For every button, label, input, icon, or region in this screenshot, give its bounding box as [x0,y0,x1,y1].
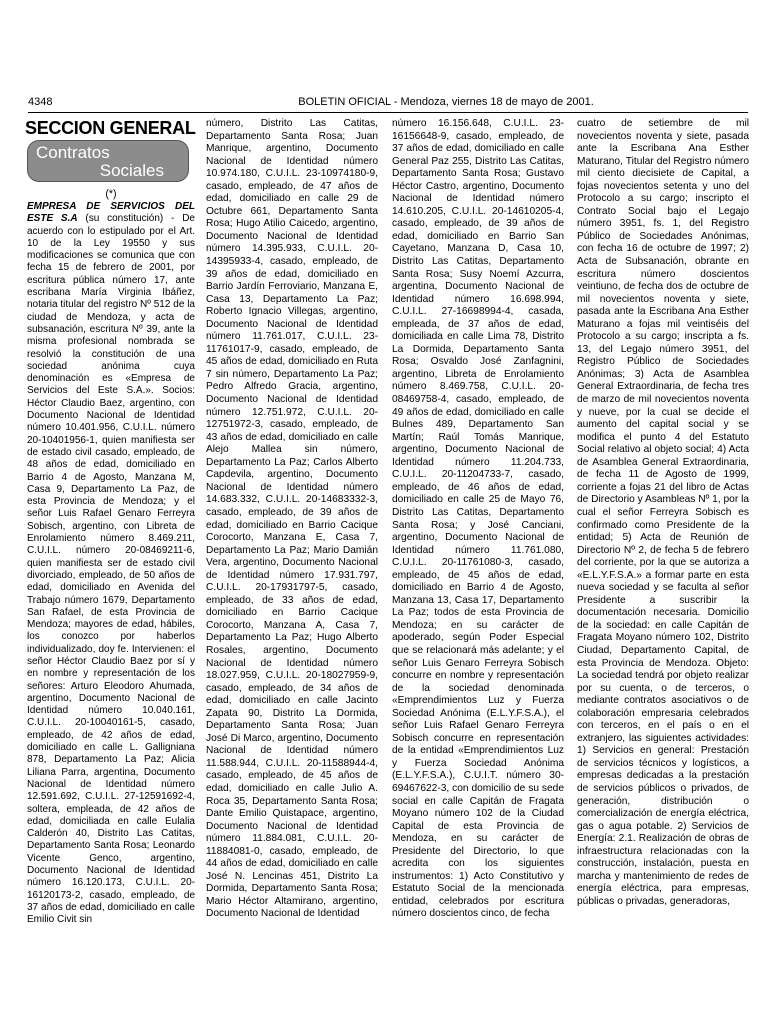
page-header [28,96,748,112]
column-4-text: cuatro de setiembre de mil novecientos noventa y siete, pasada ante la Escribana Ana Esther Maturano, Titular del Registro número mil ciento diecisiete de Capital, a fojas novecientos setenta y uno del Protocolo a su cargo; inscripto el Contrato Social bajo el Legajo número 3951, fs. 1, del Registro Público de Sociedades Anónimas, con fecha 16 de octubre de 1997; 2) Acta de Subsanación, obrante en escritura número doscientos veintiuno, de fecha dos de octubre de mil novecientos noventa y siete, pasada ante la Escribana Ana Esther Maturano a fojas mil veintiséis del Protocolo a su cargo; inscripta a fs. 13, del Legajo número 3951, del Registro Público de Sociedades Anónimas; 3) Acta de Asamblea General Extraordinaria, de fecha tres de marzo de mil novecientos noventa y nueve, por la cual se decide el aumento del capital social y se modifica el punto 4 del Estatuto Social relativo al objeto social; 4) Acta de Asamblea General Extraordinaria, de fecha 11 de Agosto de 1999, corriente a fojas 21 del libro de Actas de Directorio y Asambleas Nº 1, por la cual el señor Ferreyra Sobisch es confirmado como Presidente de la entidad; 5) Acta de Reunión de Directorio Nº 2, de fecha 5 de febrero del corriente, por la que se autoriza a «E.L.Y.F.S.A.» a formar parte en esta nueva sociedad y se faculta al señor Presidente a suscribir la documentación necesaria. Domicilio de la sociedad: en calle Capitán de Fragata Moyano número 102, Distrito Ciudad, Departamento Capital, de esta Provincia de Mendoza. Objeto: La sociedad tendrá por objeto realizar por su cuenta, o de terceros, o mediante contratos asociativos o de colaboración empresaria celebrados con terceros, en el país o en el extranjero, las siguientes actividades: 1) Servicios en general: Prestación de servicios técnicos y logísticos, a empresas dedicadas a la prestación de servicios públicos o privados, de generación, distribución o comercialización de energía eléctrica, gas o agua potable. 2) Servicios de Energía: 2.1. Realización de obras de infraestructura relacionadas con la construcción, instalación, puesta en marcha y mantenimiento de redes de energía eléctrica, para empresas, públicas o privadas, generadoras, [577,118,749,907]
header-rule [28,112,748,113]
section-title: SECCION GENERAL [25,118,196,138]
article-note: (su constitución) - [77,213,175,225]
article-heading: EMPRESA DE SERVICIOS DEL ESTE S.A [27,201,195,225]
subsection-banner [27,140,189,182]
article-intro [27,201,195,927]
column-3-text: número 16.156.648, C.U.I.L. 23-16156648-9, casado, empleado, de 37 años de edad, domiciliado en calle General Paz 255, Distrito Las Catitas, Departamento Santa Rosa; Gustavo Héctor Castro, argentino, Documento Nacional de Identidad número 14.610.205, C.U.I.L. 20-14610205-4, casado, empleado, de 39 años de edad, domiciliado en Barrio San Cayetano, Manzana D, Casa 10, Distrito Las Catitas, Departamento Santa Rosa; Susy Noemí Azcurra, argentina, Documento Nacional de Identidad número 16.698.994, C.U.I.L. 27-16698994-4, casada, empleada, de 37 años de edad, domiciliada en calle Lima 78, Distrito La Dormida, Departamento Santa Rosa; Osvaldo José Zanfagnini, argentino, Libreta de Enrolamiento número 8.469.758, C.U.I.L. 20-08469758-4, casado, empleado, de 49 años de edad, domiciliado en calle Bulnes 489, Departamento San Martín; Raúl Tomás Manrique, argentino, Documento Nacional de Identidad número 11.204.733, C.U.I.L. 20-11204733-7, casado, empleado, de 46 años de edad, domiciliado en calle 25 de Mayo 76, Distrito Las Catitas, Departamento Santa Rosa; y José Canciani, argentino, Documento Nacional de Identidad número 11.761.080, C.U.I.L. 20-11761080-3, casado, empleado, de 45 años de edad, domiciliado en Barrio 4 de Agosto, Manzana 13, Casa 17, Departamento La Paz; todos de esta Provincia de Mendoza; en su carácter de apoderado, según Poder Especial que se relacionará más adelante; y el señor Luis Genaro Ferreyra Sobisch concurre en nombre y representación de la sociedad denominada «Emprendimientos Luz y Fuerza Sociedad Anónima (E.L.Y.F.S.A.), el señor Luis Rafael Genaro Ferreyra Sobisch concurre en representación de la entidad «Emprendimientos Luz y Fuerza Sociedad Anónima (E.L.Y.F.S.A.), C.U.I.T. número 30-69467622-3, con domicilio de su sede social en calle Capitán de Fragata Moyano número 102 de la Ciudad Capital de esta Provincia de Mendoza, en su carácter de Presidente del Directorio, lo que acredita con los siguientes instrumentos: 1) Acto Constitutivo y Estatuto Social de la mencionada entidad, celebrados por escritura número doscientos cinco, de fecha [392,118,564,920]
column-1 [27,118,195,927]
column-3 [392,118,564,921]
subsection-title-line1: Contratos [36,143,110,162]
asterisk-mark: (*) [105,188,117,200]
page-number: 4348 [28,96,53,108]
running-title: BOLETIN OFICIAL - Mendoza, viernes 18 de mayo de 2001. [298,96,594,108]
column-2-text: número, Distrito Las Catitas, Departamento Santa Rosa; Juan Manrique, argentino, Documento Nacional de Identidad número 10.974.180, C.U.I.L. 23-10974180-9, casado, empleado, de 47 años de edad, domiciliado en calle 29 de Octubre 661, Departamento Santa Rosa; Hugo Atilio Caicedo, argentino, Documento Nacional de Identidad número 14.395.933, C.U.I.L. 20-14395933-4, casado, empleado, de 39 años de edad, domiciliado en Barrio Jardín Ferroviario, Manzana E, Casa 13, Departamento La Paz; Roberto Ignacio Villegas, argentino, Documento Nacional de Identidad número 11.761.017, C.U.I.L. 23-11761017-9, casado, empleado, de 45 años de edad, domiciliado en Ruta 7 sin número, Departamento La Paz; Pedro Alfredo Gracia, argentino, Documento Nacional de Identidad número 12.751.972, C.U.I.L. 20-12751972-3, casado, empleado, de 43 años de edad, domiciliado en calle Alejo Mallea sin número, Departamento La Paz; Carlos Alberto Capdevila, argentino, Documento Nacional de Identidad número 14.683.332, C.U.I.L. 20-14683332-3, casado, empleado, de 39 años de edad, domiciliado en Barrio Cacique Corocorto, Manzana E, Casa 7, Departamento La Paz; Mario Damián Vera, argentino, Documento Nacional de Identidad número 17.931.797, C.U.I.L. 20-17931797-5, casado, empleado, de 33 años de edad, domiciliado en Barrio Cacique Corocorto, Manzana A, Casa 7, Departamento La Paz; Hugo Alberto Rosales, argentino, Documento Nacional de Identidad número 18.027.959, C.U.I.L. 20-18027959-9, casado, empleado, de 34 años de edad, domiciliado en calle Jacinto Zapata 90, Distrito La Dormida, Departamento Santa Rosa; Juan José Di Marco, argentino, Documento Nacional de Identidad número 11.588.944, C.U.I.L. 20-11588944-4, casado, empleado, de 45 años de edad, domiciliado en calle Julio A. Roca 35, Departamento Santa Rosa; Dante Emilio Quistapace, argentino, Documento Nacional de Identidad número 11.884.081, C.U.I.L. 20-11884081-0, casado, empleado, de 44 años de edad, domiciliado en calle José N. Lencinas 451, Distrito La Dormida, Departamento Santa Rosa; Mario Héctor Altamirano, argentino, Documento Nacional de Identidad [206,118,378,920]
subsection-title-line2: Sociales [99,161,164,180]
column-4 [577,118,749,908]
column-1-text: De acuerdo con lo estipulado por el Art. 10 de la Ley 19550 y sus modificaciones se comunica que con fecha 15 de febrero de 2001, por escritura pública número 17, ante escribana María Virginia Ibáñez, notaria titular del registro Nº 512 de la ciudad de Mendoza, y acta de subsanación, escritura Nº 39, ante la misma profesional nombrada se resolvió la constitución de una sociedad anónima cuya denominación es «Empresa de Servicios del Este S.A.». Socios: Héctor Claudio Baez, argentino, con Documento Nacional de Identidad número 10.401.956, C.U.I.L. número 20-10401956-1, quien manifiesta ser de estado civil casado, empleado, de 48 años de edad, domiciliado en Barrio 4 de Agosto, Manzana M, Casa 9, Departamento La Paz, de esta Provincia de Mendoza; y el señor Luis Rafael Genaro Ferreyra Sobisch, argentino, con Libreta de Enrolamiento número 8.469.211, C.U.I.L. número 20-08469211-6, quien manifiesta ser de estado civil divorciado, empleado, de 50 años de edad, domiciliado en Avenida del Trabajo número 1679, Departamento San Rafael, de esta Provincia de Mendoza; mayores de edad, hábiles, los conozco por haberlos individualizado, doy fe. Intervienen: el señor Héctor Claudio Baez por sí y en nombre y representación de los señores: Arturo Eleodoro Ahumada, argentino, Documento Nacional de Identidad número 10.040.161, C.U.I.L. 20-10040161-5, casado, empleado, de 42 años de edad, domiciliado en calle L. Galligniana 878, Departamento La Paz; Alicia Liliana Parra, argentina, Documento Nacional de Identidad número 12.591.692, C.U.I.L. 27-12591692-4, soltera, empleada, de 42 años de edad, domiciliada en calle Eulalia Calderón 40, Distrito Las Catitas, Departamento Santa Rosa; Leonardo Vicente Genco, argentino, Documento Nacional de Identidad número 16.120.173, C.U.I.L. 20-16120173-2, casado, empleado, de 37 años de edad, domiciliado en calle Emilio Civit sin [27,213,195,926]
column-2 [206,118,378,921]
